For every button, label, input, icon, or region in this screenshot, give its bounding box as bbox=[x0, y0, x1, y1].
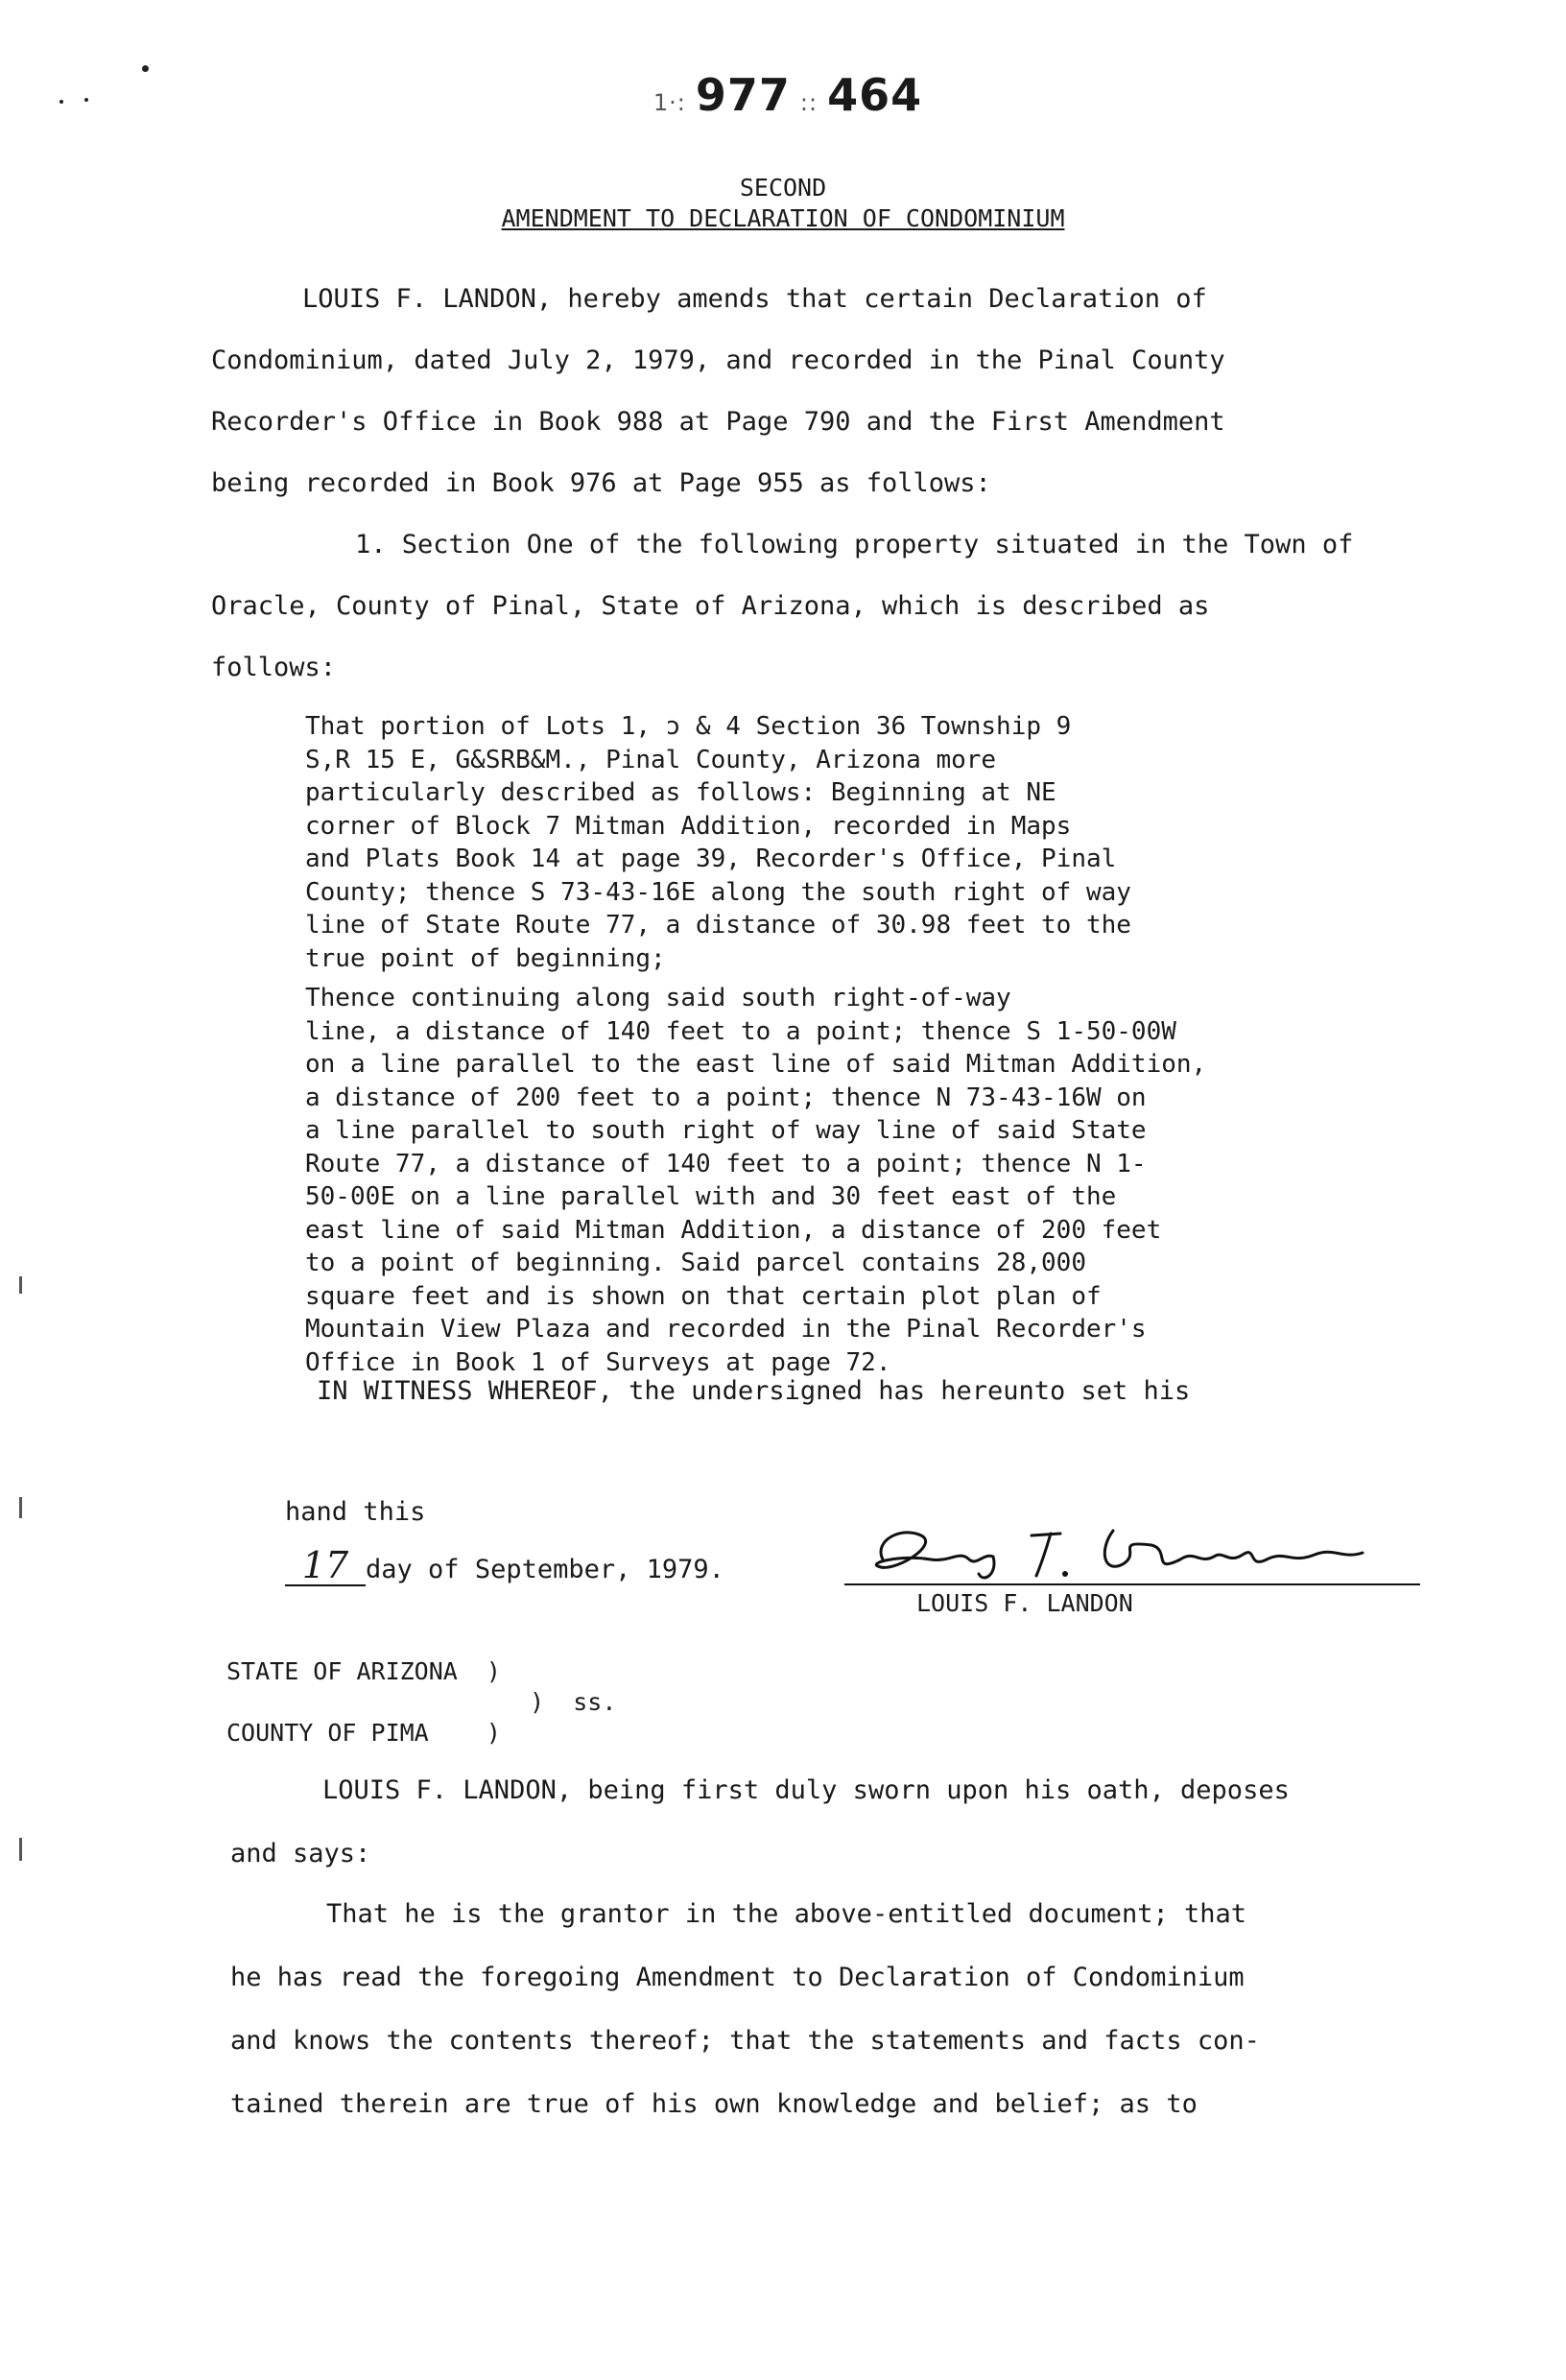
item-1-paragraph: 1. Section One of the following property situated in the Town of Oracle, County of Pinal, State of Arizona, which is described as follows: bbox=[211, 530, 1354, 682]
legal-description-2: Thence continuing along said south right-of-way line, a distance of 140 feet to a point; thence S 1-50-00W on a line parallel to the east line of said Mitman Addition, a distance of 200 feet to a point; thence N 73-43-16W on a line parallel to south right of way line of said State Route 77, a distance of 140 feet to a point; thence N 1- 50-00E on a line parallel with and 30 feet east of the east line of said Mitman Addition, a distance of 200 feet to a point of beginning. Said parcel contains 28,000 square feet and is shown on that certain plot plan of Mountain View Plaza and recorded in the Pinal Recorder's Office in Book 1 of Surveys at page 72. bbox=[305, 984, 1207, 1377]
book-page-stamp bbox=[0, 69, 1566, 121]
signature-image bbox=[864, 1507, 1382, 1593]
affidavit-line-1: LOUIS F. LANDON, being first duly sworn upon his oath, deposes bbox=[322, 1775, 1290, 1805]
scan-edge-mark bbox=[19, 1497, 22, 1518]
signature-line bbox=[844, 1583, 1420, 1585]
document-title bbox=[0, 173, 1566, 234]
signer-printed-name: LOUIS F. LANDON bbox=[916, 1589, 1133, 1617]
legal-description-1: That portion of Lots 1, ɔ & 4 Section 36 Township 9 S,R 15 E, G&SRB&M., Pinal County, Arizona more particularly described as follows: Beginning at NE corner of Block 7 Mitman Addition, recorded in Maps and Plats Book 14 at page 39, Recorder's Office, Pinal County; thence S 73-43-16E along the south right of way line of State Route 77, a distance of 30.98 feet to the true point of beginning; bbox=[305, 712, 1131, 973]
title-line-1: SECOND bbox=[739, 174, 827, 202]
venue-county: COUNTY OF PIMA bbox=[226, 1719, 429, 1747]
witness-line-1: IN WITNESS WHEREOF, the undersigned has hereunto set his bbox=[317, 1376, 1191, 1406]
affidavit-line-2: and says: bbox=[230, 1839, 371, 1868]
title-line-2: AMENDMENT TO DECLARATION OF CONDOMINIUM bbox=[501, 204, 1065, 232]
witness-suffix: day of September, 1979. bbox=[366, 1555, 724, 1584]
intro-paragraph: LOUIS F. LANDON, hereby amends that certain Declaration of Condominium, dated July 2, 1979, and recorded in the Pinal County Recorder's Office in Book 988 at Page 790 and the First Amendment being recorded in Book 976 at Page 955 as follows: bbox=[211, 284, 1225, 498]
page-number: 464 bbox=[827, 69, 923, 121]
venue-state: STATE OF ARIZONA bbox=[226, 1657, 458, 1685]
witness-prefix: hand this bbox=[285, 1497, 426, 1527]
book-number: 977 bbox=[695, 69, 791, 121]
scan-edge-mark bbox=[19, 1276, 22, 1294]
venue-ss: ss. bbox=[573, 1688, 617, 1716]
scan-edge-mark bbox=[19, 1838, 22, 1861]
venue-block: STATE OF ARIZONA ) ) ss. COUNTY OF PIMA ) bbox=[226, 1657, 617, 1747]
stamp-mid: :: bbox=[799, 89, 819, 116]
affidavit-paragraph: That he is the grantor in the above-entitled document; that he has read the foregoing Amendment to Declaration of Condominium and knows the contents thereof; that the statements and facts con- tained therein are true of his own knowledge and belief; as to bbox=[230, 1899, 1260, 2119]
stamp-prefix: 1·: bbox=[652, 89, 686, 116]
witness-day: 17 bbox=[285, 1546, 366, 1586]
